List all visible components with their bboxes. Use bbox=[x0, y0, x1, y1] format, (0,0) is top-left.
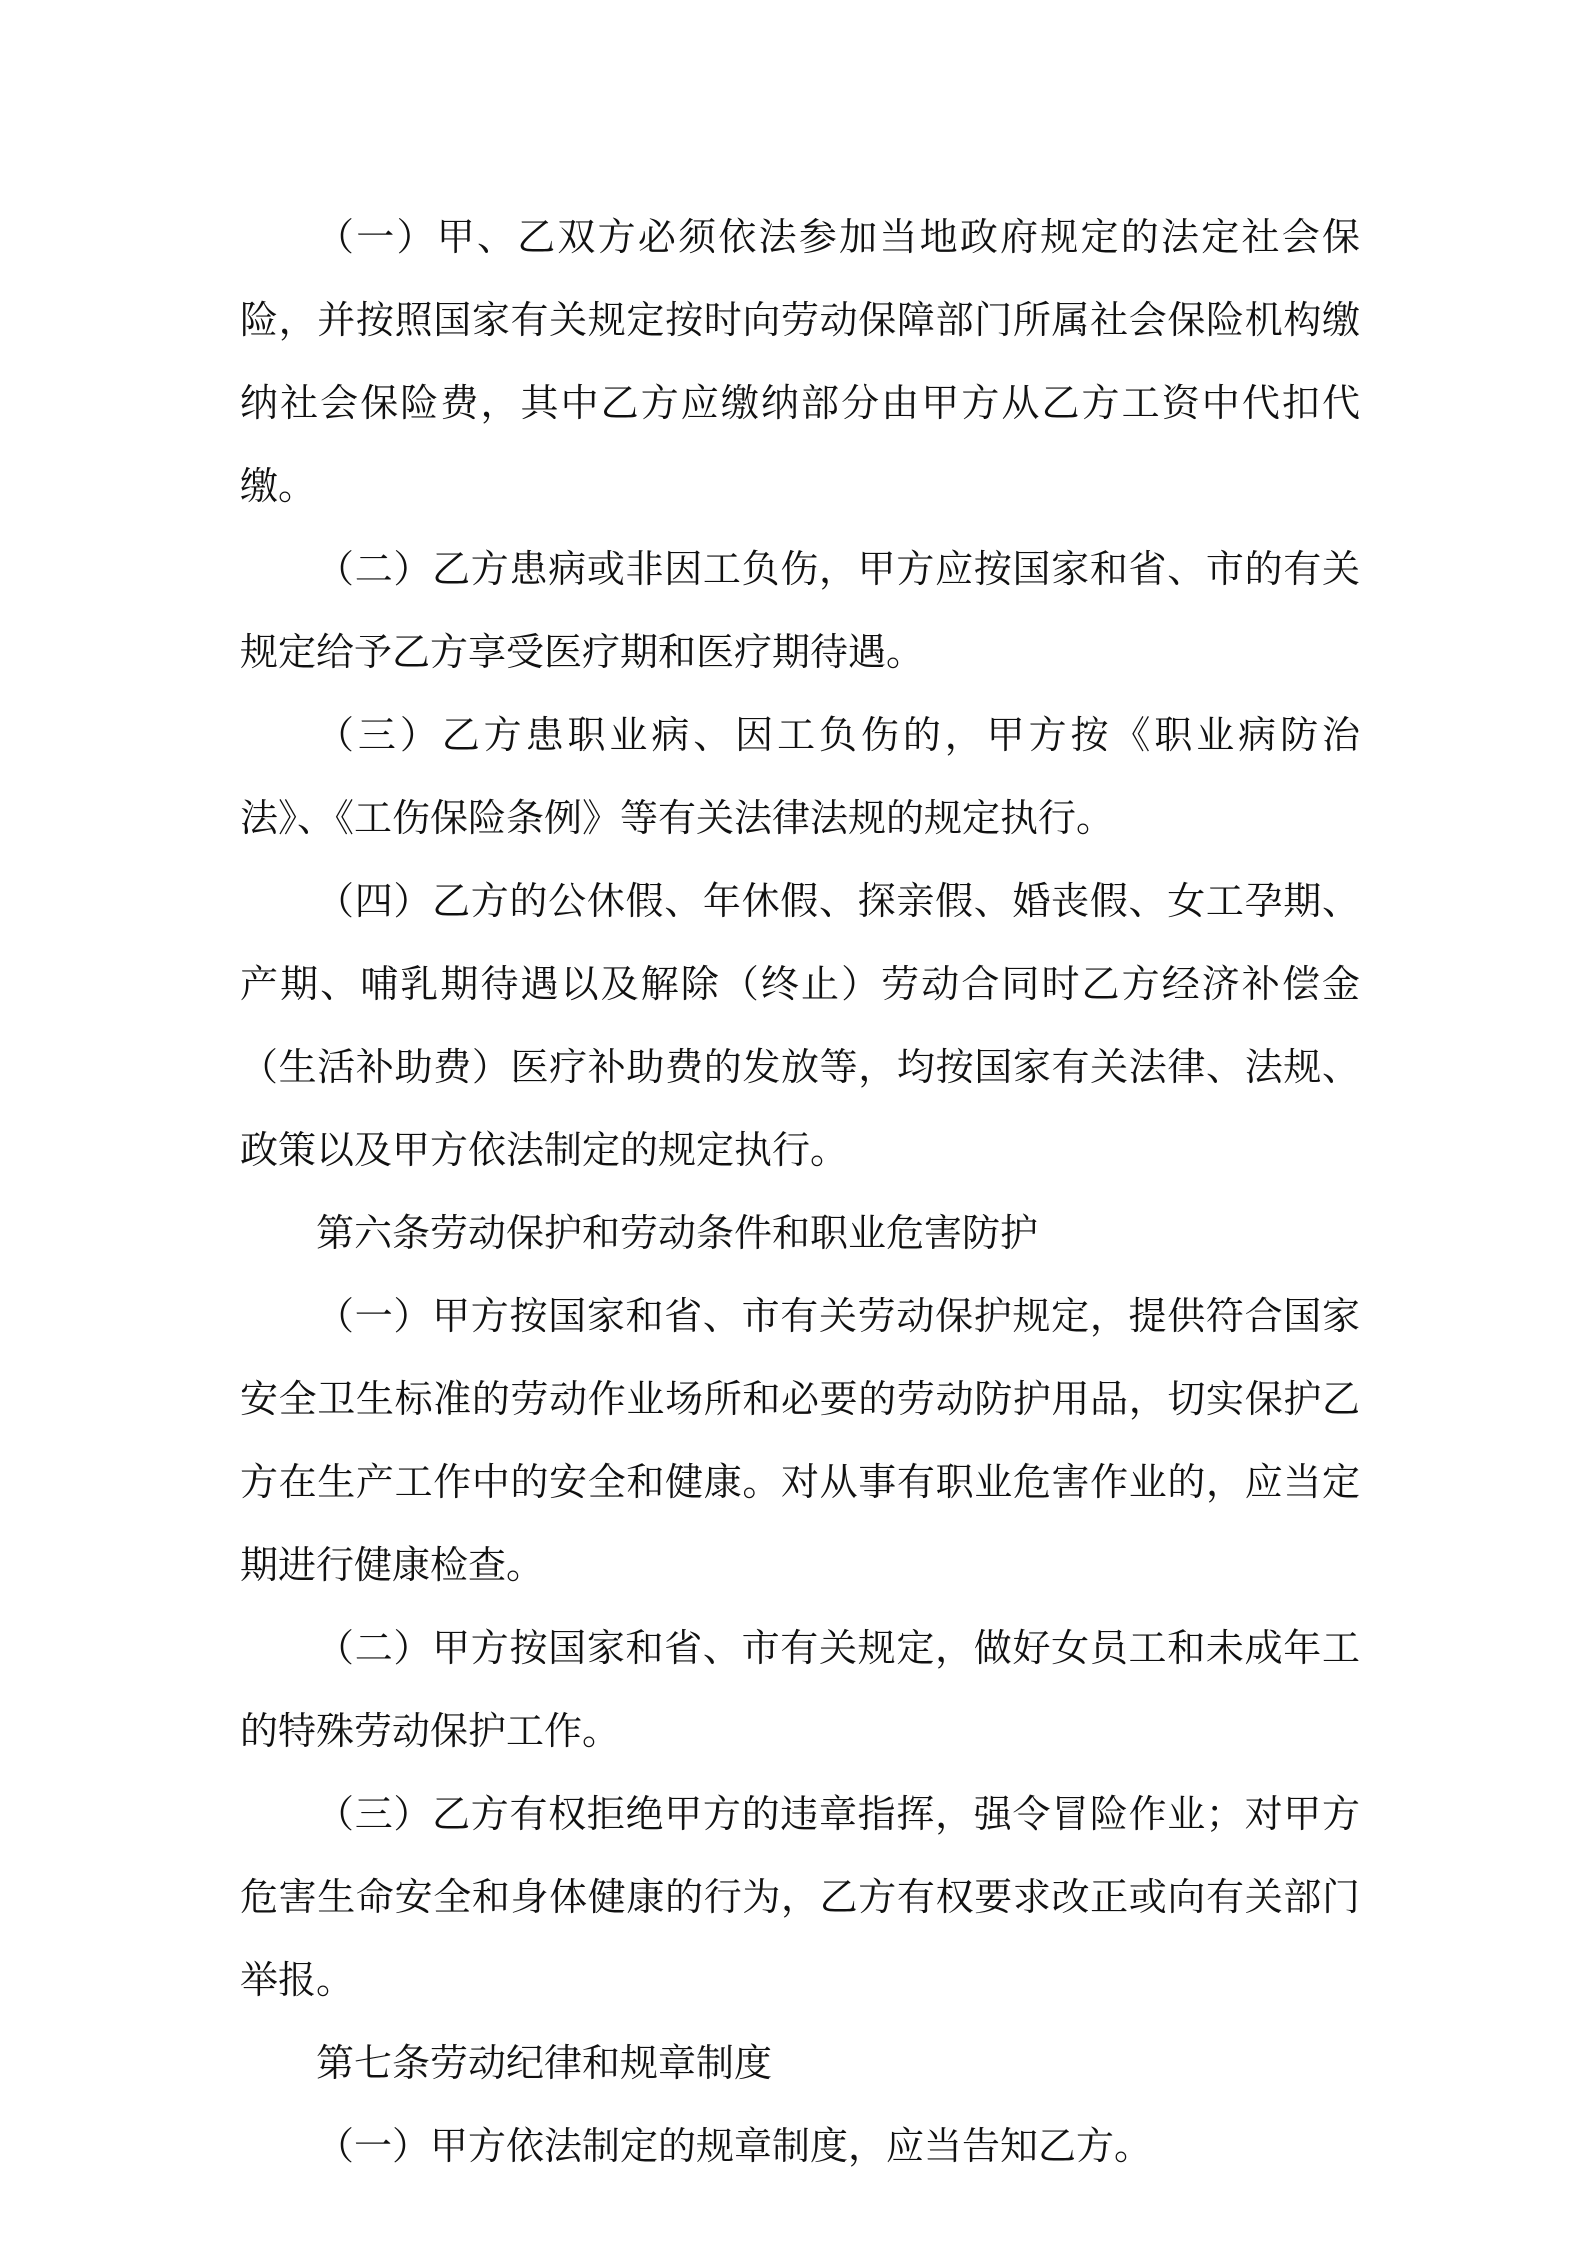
article-seven-heading: 第七条劳动纪律和规章制度 bbox=[316, 2041, 773, 2085]
paragraph-rules-notification: （一）甲方依法制定的规章制度，应当告知乙方。 bbox=[316, 2124, 1153, 2168]
paragraph-sick-leave: （二）乙方患病或非因工负伤，甲方应按国家和省、市的有关规定给予乙方享受医疗期和医疗期待遇。 bbox=[240, 547, 1360, 674]
document-body bbox=[240, 196, 1360, 2188]
paragraph-holidays-benefits: （四）乙方的公休假、年休假、探亲假、婚丧假、女工孕期、产期、哺乳期待遇以及解除（终止）劳动合同时乙方经济补偿金（生活补助费）医疗补助费的发放等，均按国家有关法律、法规、政策以及甲方依法制定的规定执行。 bbox=[240, 879, 1360, 1172]
paragraph-refuse-unsafe-orders: （三）乙方有权拒绝甲方的违章指挥，强令冒险作业；对甲方危害生命安全和身体健康的行为，乙方有权要求改正或向有关部门举报。 bbox=[240, 1792, 1360, 2002]
paragraph-labor-protection: （一）甲方按国家和省、市有关劳动保护规定，提供符合国家安全卫生标准的劳动作业场所和必要的劳动防护用品，切实保护乙方在生产工作中的安全和健康。对从事有职业危害作业的，应当定期进行健康检查。 bbox=[240, 1294, 1360, 1587]
paragraph-occupational-disease: （三）乙方患职业病、因工负伤的，甲方按《职业病防治法》、《工伤保险条例》等有关法律法规的规定执行。 bbox=[240, 713, 1360, 840]
paragraph-female-minor-protection: （二）甲方按国家和省、市有关规定，做好女员工和未成年工的特殊劳动保护工作。 bbox=[240, 1626, 1360, 1753]
article-six-heading: 第六条劳动保护和劳动条件和职业危害防护 bbox=[316, 1211, 1039, 1255]
paragraph-social-insurance: （一）甲、乙双方必须依法参加当地政府规定的法定社会保险，并按照国家有关规定按时向劳动保障部门所属社会保险机构缴纳社会保险费，其中乙方应缴纳部分由甲方从乙方工资中代扣代缴。 bbox=[240, 215, 1360, 508]
